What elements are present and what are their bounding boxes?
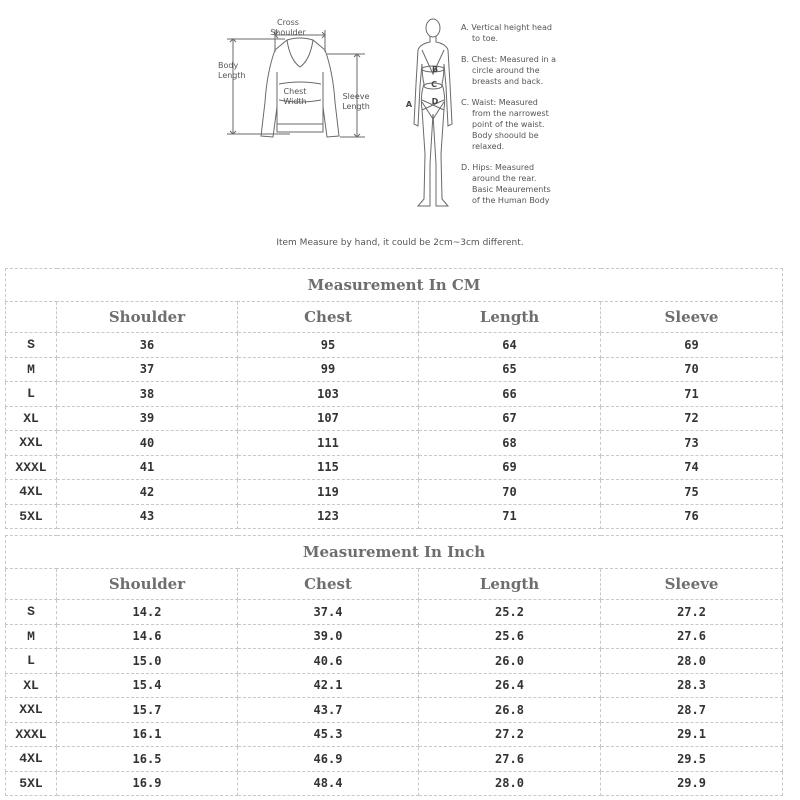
column-header-chest: Chest <box>238 302 419 333</box>
chest-cell: 37.4 <box>238 600 419 625</box>
chest-cell: 42.1 <box>238 673 419 698</box>
size-cell: L <box>6 649 57 674</box>
table-row <box>6 333 783 358</box>
cm-size-table <box>5 268 783 529</box>
length-cell: 27.6 <box>419 747 601 772</box>
size-cell: 5XL <box>6 771 57 796</box>
table-row <box>6 431 783 456</box>
chest-cell: 103 <box>238 382 419 407</box>
shoulder-cell: 37 <box>57 357 238 382</box>
table-row <box>6 698 783 723</box>
chest-cell: 40.6 <box>238 649 419 674</box>
note-b <box>461 54 571 87</box>
body-length-label <box>218 61 252 81</box>
note-line: Body shoould be <box>472 131 539 140</box>
table-row <box>6 357 783 382</box>
chest-width-label <box>278 87 312 107</box>
shoulder-cell: 16.5 <box>57 747 238 772</box>
table-row <box>6 504 783 529</box>
chest-cell: 107 <box>238 406 419 431</box>
sleeve-cell: 28.7 <box>601 698 783 723</box>
sleeve-cell: 27.6 <box>601 624 783 649</box>
chest-cell: 95 <box>238 333 419 358</box>
table-row <box>6 624 783 649</box>
column-header-sleeve: Sleeve <box>601 302 783 333</box>
sleeve-cell: 73 <box>601 431 783 456</box>
table-title-row <box>6 536 783 569</box>
note-line: breasts and back. <box>472 77 544 86</box>
chest-cell: 115 <box>238 455 419 480</box>
note-line: point of the waist. <box>472 120 545 129</box>
length-cell: 67 <box>419 406 601 431</box>
table-row <box>6 673 783 698</box>
column-header-length: Length <box>419 569 601 600</box>
label-line: Sleeve <box>342 92 370 101</box>
chest-cell: 39.0 <box>238 624 419 649</box>
size-cell: 4XL <box>6 747 57 772</box>
note-line: from the narrowest <box>472 109 549 118</box>
table-title-row <box>6 269 783 302</box>
sleeve-cell: 27.2 <box>601 600 783 625</box>
note-a <box>461 22 571 44</box>
disclaimer-text: Item Measure by hand, it could be 2cm~3cm different. <box>276 238 524 248</box>
marker-b: B <box>431 65 439 74</box>
label-line: Length <box>342 102 370 111</box>
size-cell: XXL <box>6 431 57 456</box>
sleeve-cell: 74 <box>601 455 783 480</box>
length-cell: 25.6 <box>419 624 601 649</box>
table-header-row <box>6 569 783 600</box>
chest-cell: 48.4 <box>238 771 419 796</box>
size-cell: XXL <box>6 698 57 723</box>
length-cell: 68 <box>419 431 601 456</box>
shoulder-cell: 42 <box>57 480 238 505</box>
label-line: Shoulder <box>270 28 306 37</box>
measurement-diagram <box>0 0 800 262</box>
label-line: Width <box>283 97 307 106</box>
table-row <box>6 480 783 505</box>
marker-d: D <box>431 97 439 106</box>
length-cell: 28.0 <box>419 771 601 796</box>
length-cell: 26.0 <box>419 649 601 674</box>
note-line: around the rear. <box>472 174 537 183</box>
sleeve-cell: 29.9 <box>601 771 783 796</box>
length-cell: 65 <box>419 357 601 382</box>
note-head: B. Chest: Measured in a <box>461 55 557 64</box>
shoulder-cell: 15.4 <box>57 673 238 698</box>
table-row <box>6 455 783 480</box>
column-header-size <box>6 569 57 600</box>
table-header-row <box>6 302 783 333</box>
shoulder-cell: 41 <box>57 455 238 480</box>
chest-cell: 43.7 <box>238 698 419 723</box>
marker-a: A <box>405 100 413 109</box>
size-cell: 4XL <box>6 480 57 505</box>
human-body-diagram-icon <box>400 14 460 214</box>
table-row <box>6 722 783 747</box>
column-header-shoulder: Shoulder <box>57 302 238 333</box>
length-cell: 71 <box>419 504 601 529</box>
chest-cell: 46.9 <box>238 747 419 772</box>
shoulder-cell: 16.9 <box>57 771 238 796</box>
column-header-sleeve: Sleeve <box>601 569 783 600</box>
note-line: of the Human Body <box>472 196 550 205</box>
shoulder-cell: 15.7 <box>57 698 238 723</box>
label-line: Body <box>218 61 239 70</box>
note-head: A. Vertical height head <box>461 23 552 32</box>
sleeve-cell: 69 <box>601 333 783 358</box>
size-cell: XXXL <box>6 455 57 480</box>
note-line: relaxed. <box>472 142 505 151</box>
size-cell: XL <box>6 406 57 431</box>
note-d <box>461 162 571 206</box>
sleeve-cell: 28.0 <box>601 649 783 674</box>
table-row <box>6 747 783 772</box>
table-row <box>6 649 783 674</box>
column-header-chest: Chest <box>238 569 419 600</box>
size-cell: 5XL <box>6 504 57 529</box>
sleeve-cell: 28.3 <box>601 673 783 698</box>
note-line: circle around the <box>472 66 540 75</box>
marker-c: C <box>431 80 437 89</box>
sleeve-cell: 70 <box>601 357 783 382</box>
column-header-shoulder: Shoulder <box>57 569 238 600</box>
chest-cell: 123 <box>238 504 419 529</box>
size-cell: L <box>6 382 57 407</box>
table-row <box>6 382 783 407</box>
length-cell: 25.2 <box>419 600 601 625</box>
length-cell: 26.4 <box>419 673 601 698</box>
size-cell: XL <box>6 673 57 698</box>
shoulder-cell: 38 <box>57 382 238 407</box>
length-cell: 70 <box>419 480 601 505</box>
length-cell: 64 <box>419 333 601 358</box>
shoulder-cell: 14.6 <box>57 624 238 649</box>
length-cell: 26.8 <box>419 698 601 723</box>
shoulder-cell: 36 <box>57 333 238 358</box>
shoulder-cell: 40 <box>57 431 238 456</box>
length-cell: 66 <box>419 382 601 407</box>
label-line: Cross <box>277 18 299 27</box>
chest-cell: 99 <box>238 357 419 382</box>
size-cell: S <box>6 600 57 625</box>
length-cell: 69 <box>419 455 601 480</box>
size-cell: M <box>6 357 57 382</box>
shoulder-cell: 43 <box>57 504 238 529</box>
sleeve-cell: 29.1 <box>601 722 783 747</box>
size-cell: S <box>6 333 57 358</box>
sleeve-cell: 72 <box>601 406 783 431</box>
column-header-length: Length <box>419 302 601 333</box>
note-line: to toe. <box>472 34 499 43</box>
size-cell: M <box>6 624 57 649</box>
inch-size-table <box>5 535 783 796</box>
sleeve-cell: 75 <box>601 480 783 505</box>
table-title: Measurement In Inch <box>6 536 783 569</box>
note-c <box>461 97 571 152</box>
chest-cell: 111 <box>238 431 419 456</box>
sleeve-cell: 76 <box>601 504 783 529</box>
chest-cell: 119 <box>238 480 419 505</box>
size-cell: XXXL <box>6 722 57 747</box>
note-head: D. Hips: Measured <box>461 163 535 172</box>
table-row <box>6 406 783 431</box>
shoulder-cell: 15.0 <box>57 649 238 674</box>
length-cell: 27.2 <box>419 722 601 747</box>
measurement-notes <box>461 22 571 216</box>
chest-cell: 45.3 <box>238 722 419 747</box>
label-line: Chest <box>283 87 307 96</box>
cross-shoulder-label <box>263 18 313 38</box>
table-row <box>6 600 783 625</box>
note-head: C. Waist: Measured <box>461 98 538 107</box>
table-title: Measurement In CM <box>6 269 783 302</box>
shoulder-cell: 14.2 <box>57 600 238 625</box>
note-line: Basic Meaurements <box>472 185 551 194</box>
shoulder-cell: 16.1 <box>57 722 238 747</box>
label-line: Length <box>218 71 246 80</box>
sleeve-length-label <box>338 92 374 112</box>
sleeve-cell: 29.5 <box>601 747 783 772</box>
column-header-size <box>6 302 57 333</box>
sleeve-cell: 71 <box>601 382 783 407</box>
shoulder-cell: 39 <box>57 406 238 431</box>
table-row <box>6 771 783 796</box>
